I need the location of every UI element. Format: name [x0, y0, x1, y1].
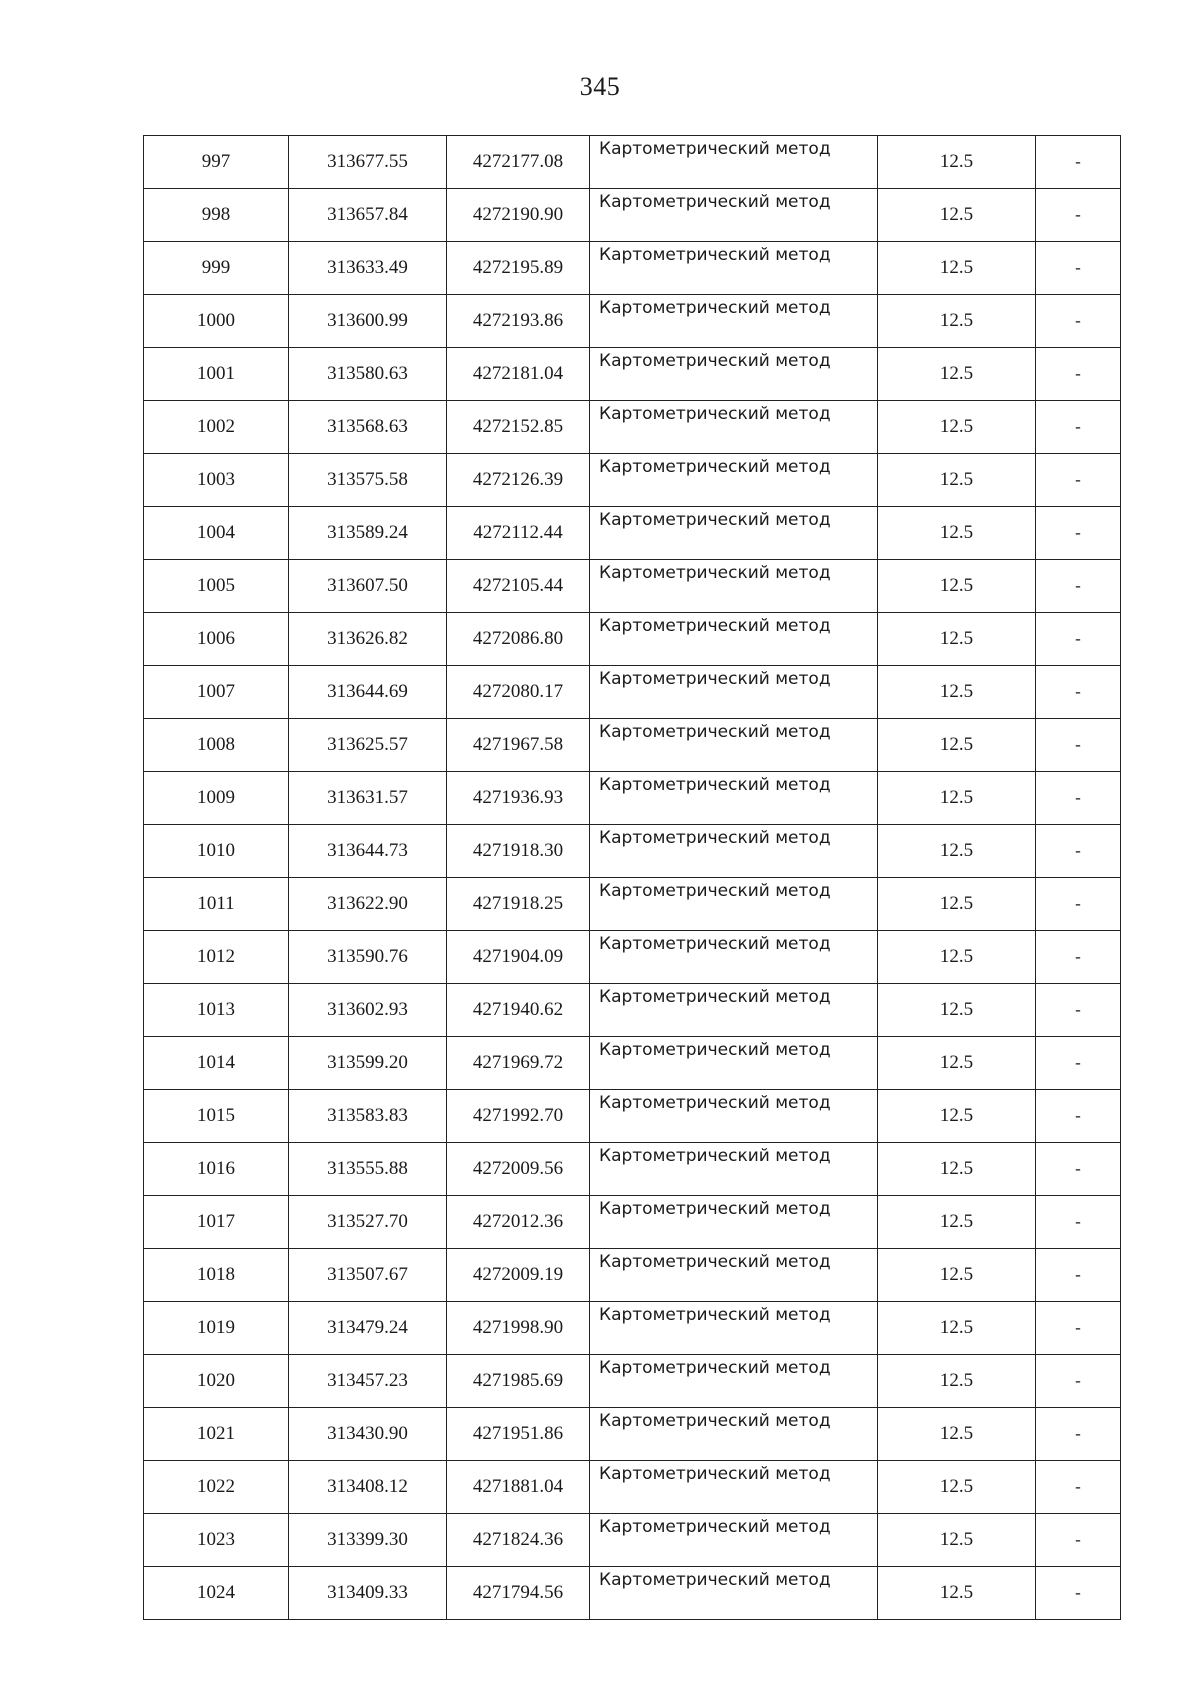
point-number-cell: 1022 — [144, 1461, 289, 1514]
point-number-cell: 1020 — [144, 1355, 289, 1408]
method-cell: Картометрический метод — [590, 189, 878, 242]
note-cell: - — [1036, 1514, 1121, 1567]
page-number: 345 — [579, 72, 621, 101]
y-coordinate-cell: 4271881.04 — [447, 1461, 590, 1514]
point-number-cell: 1003 — [144, 454, 289, 507]
table-row — [144, 295, 1121, 348]
method-cell: Картометрический метод — [590, 1408, 878, 1461]
method-cell: Картометрический метод — [590, 1196, 878, 1249]
method-cell: Картометрический метод — [590, 401, 878, 454]
accuracy-cell: 12.5 — [878, 613, 1036, 666]
method-cell: Картометрический метод — [590, 295, 878, 348]
accuracy-cell: 12.5 — [878, 825, 1036, 878]
x-coordinate-cell: 313408.12 — [289, 1461, 447, 1514]
y-coordinate-cell: 4271998.90 — [447, 1302, 590, 1355]
method-cell: Картометрический метод — [590, 719, 878, 772]
note-cell: - — [1036, 1037, 1121, 1090]
note-cell: - — [1036, 719, 1121, 772]
note-cell: - — [1036, 931, 1121, 984]
table-row — [144, 1143, 1121, 1196]
table-row — [144, 1196, 1121, 1249]
x-coordinate-cell: 313507.67 — [289, 1249, 447, 1302]
point-number-cell: 1006 — [144, 613, 289, 666]
accuracy-cell: 12.5 — [878, 1514, 1036, 1567]
point-number-cell: 1019 — [144, 1302, 289, 1355]
table-row — [144, 507, 1121, 560]
table-row — [144, 984, 1121, 1037]
note-cell: - — [1036, 1249, 1121, 1302]
note-cell: - — [1036, 613, 1121, 666]
point-number-cell: 1009 — [144, 772, 289, 825]
method-cell: Картометрический метод — [590, 560, 878, 613]
x-coordinate-cell: 313430.90 — [289, 1408, 447, 1461]
point-number-cell: 1015 — [144, 1090, 289, 1143]
note-cell: - — [1036, 295, 1121, 348]
note-cell: - — [1036, 1355, 1121, 1408]
note-cell: - — [1036, 189, 1121, 242]
note-cell: - — [1036, 825, 1121, 878]
note-cell: - — [1036, 348, 1121, 401]
y-coordinate-cell: 4272181.04 — [447, 348, 590, 401]
coordinates-table-body — [144, 136, 1121, 1620]
accuracy-cell: 12.5 — [878, 878, 1036, 931]
point-number-cell: 1002 — [144, 401, 289, 454]
x-coordinate-cell: 313589.24 — [289, 507, 447, 560]
method-cell: Картометрический метод — [590, 1037, 878, 1090]
x-coordinate-cell: 313568.63 — [289, 401, 447, 454]
method-cell: Картометрический метод — [590, 984, 878, 1037]
method-cell: Картометрический метод — [590, 931, 878, 984]
y-coordinate-cell: 4272126.39 — [447, 454, 590, 507]
point-number-cell: 1008 — [144, 719, 289, 772]
table-row — [144, 560, 1121, 613]
table-row — [144, 1249, 1121, 1302]
table-row — [144, 136, 1121, 189]
accuracy-cell: 12.5 — [878, 242, 1036, 295]
method-cell: Картометрический метод — [590, 136, 878, 189]
note-cell: - — [1036, 1461, 1121, 1514]
accuracy-cell: 12.5 — [878, 1143, 1036, 1196]
method-cell: Картометрический метод — [590, 348, 878, 401]
accuracy-cell: 12.5 — [878, 666, 1036, 719]
accuracy-cell: 12.5 — [878, 772, 1036, 825]
point-number-cell: 1023 — [144, 1514, 289, 1567]
table-row — [144, 1090, 1121, 1143]
point-number-cell: 1001 — [144, 348, 289, 401]
x-coordinate-cell: 313607.50 — [289, 560, 447, 613]
table-row — [144, 1408, 1121, 1461]
x-coordinate-cell: 313677.55 — [289, 136, 447, 189]
point-number-cell: 1016 — [144, 1143, 289, 1196]
note-cell: - — [1036, 878, 1121, 931]
table-row — [144, 931, 1121, 984]
accuracy-cell: 12.5 — [878, 560, 1036, 613]
method-cell: Картометрический метод — [590, 507, 878, 560]
point-number-cell: 1007 — [144, 666, 289, 719]
table-row — [144, 1461, 1121, 1514]
x-coordinate-cell: 313644.73 — [289, 825, 447, 878]
method-cell: Картометрический метод — [590, 772, 878, 825]
table-row — [144, 1355, 1121, 1408]
y-coordinate-cell: 4271985.69 — [447, 1355, 590, 1408]
note-cell: - — [1036, 454, 1121, 507]
accuracy-cell: 12.5 — [878, 507, 1036, 560]
x-coordinate-cell: 313633.49 — [289, 242, 447, 295]
table-row — [144, 772, 1121, 825]
point-number-cell: 997 — [144, 136, 289, 189]
table-row — [144, 878, 1121, 931]
y-coordinate-cell: 4272080.17 — [447, 666, 590, 719]
y-coordinate-cell: 4272152.85 — [447, 401, 590, 454]
table-row — [144, 825, 1121, 878]
y-coordinate-cell: 4272105.44 — [447, 560, 590, 613]
accuracy-cell: 12.5 — [878, 401, 1036, 454]
method-cell: Картометрический метод — [590, 1143, 878, 1196]
method-cell: Картометрический метод — [590, 454, 878, 507]
y-coordinate-cell: 4272086.80 — [447, 613, 590, 666]
table-row — [144, 1302, 1121, 1355]
accuracy-cell: 12.5 — [878, 1037, 1036, 1090]
method-cell: Картометрический метод — [590, 1249, 878, 1302]
note-cell: - — [1036, 1302, 1121, 1355]
accuracy-cell: 12.5 — [878, 1090, 1036, 1143]
x-coordinate-cell: 313599.20 — [289, 1037, 447, 1090]
accuracy-cell: 12.5 — [878, 1302, 1036, 1355]
y-coordinate-cell: 4271794.56 — [447, 1567, 590, 1620]
accuracy-cell: 12.5 — [878, 295, 1036, 348]
note-cell: - — [1036, 507, 1121, 560]
x-coordinate-cell: 313631.57 — [289, 772, 447, 825]
accuracy-cell: 12.5 — [878, 189, 1036, 242]
method-cell: Картометрический метод — [590, 1090, 878, 1143]
note-cell: - — [1036, 984, 1121, 1037]
accuracy-cell: 12.5 — [878, 984, 1036, 1037]
note-cell: - — [1036, 666, 1121, 719]
method-cell: Картометрический метод — [590, 1461, 878, 1514]
coordinates-table — [143, 135, 1121, 1620]
y-coordinate-cell: 4271824.36 — [447, 1514, 590, 1567]
method-cell: Картометрический метод — [590, 878, 878, 931]
x-coordinate-cell: 313583.83 — [289, 1090, 447, 1143]
table-row — [144, 613, 1121, 666]
method-cell: Картометрический метод — [590, 666, 878, 719]
method-cell: Картометрический метод — [590, 1514, 878, 1567]
point-number-cell: 998 — [144, 189, 289, 242]
table-row — [144, 189, 1121, 242]
table-row — [144, 1037, 1121, 1090]
note-cell: - — [1036, 1143, 1121, 1196]
method-cell: Картометрический метод — [590, 825, 878, 878]
y-coordinate-cell: 4271951.86 — [447, 1408, 590, 1461]
point-number-cell: 1013 — [144, 984, 289, 1037]
note-cell: - — [1036, 1196, 1121, 1249]
note-cell: - — [1036, 560, 1121, 613]
table-row — [144, 666, 1121, 719]
y-coordinate-cell: 4272190.90 — [447, 189, 590, 242]
y-coordinate-cell: 4271936.93 — [447, 772, 590, 825]
accuracy-cell: 12.5 — [878, 931, 1036, 984]
method-cell: Картометрический метод — [590, 613, 878, 666]
table-row — [144, 454, 1121, 507]
x-coordinate-cell: 313479.24 — [289, 1302, 447, 1355]
accuracy-cell: 12.5 — [878, 719, 1036, 772]
note-cell: - — [1036, 1090, 1121, 1143]
accuracy-cell: 12.5 — [878, 1567, 1036, 1620]
point-number-cell: 1024 — [144, 1567, 289, 1620]
x-coordinate-cell: 313399.30 — [289, 1514, 447, 1567]
y-coordinate-cell: 4272112.44 — [447, 507, 590, 560]
point-number-cell: 1017 — [144, 1196, 289, 1249]
method-cell: Картометрический метод — [590, 1302, 878, 1355]
table-row — [144, 1567, 1121, 1620]
accuracy-cell: 12.5 — [878, 348, 1036, 401]
x-coordinate-cell: 313644.69 — [289, 666, 447, 719]
note-cell: - — [1036, 1408, 1121, 1461]
x-coordinate-cell: 313602.93 — [289, 984, 447, 1037]
x-coordinate-cell: 313555.88 — [289, 1143, 447, 1196]
y-coordinate-cell: 4271940.62 — [447, 984, 590, 1037]
note-cell: - — [1036, 136, 1121, 189]
y-coordinate-cell: 4271969.72 — [447, 1037, 590, 1090]
x-coordinate-cell: 313622.90 — [289, 878, 447, 931]
accuracy-cell: 12.5 — [878, 1461, 1036, 1514]
y-coordinate-cell: 4272193.86 — [447, 295, 590, 348]
note-cell: - — [1036, 242, 1121, 295]
table-row — [144, 719, 1121, 772]
point-number-cell: 1021 — [144, 1408, 289, 1461]
point-number-cell: 1018 — [144, 1249, 289, 1302]
point-number-cell: 1004 — [144, 507, 289, 560]
x-coordinate-cell: 313626.82 — [289, 613, 447, 666]
accuracy-cell: 12.5 — [878, 454, 1036, 507]
x-coordinate-cell: 313527.70 — [289, 1196, 447, 1249]
point-number-cell: 1000 — [144, 295, 289, 348]
table-row — [144, 1514, 1121, 1567]
y-coordinate-cell: 4271918.25 — [447, 878, 590, 931]
x-coordinate-cell: 313457.23 — [289, 1355, 447, 1408]
point-number-cell: 1010 — [144, 825, 289, 878]
point-number-cell: 1012 — [144, 931, 289, 984]
note-cell: - — [1036, 401, 1121, 454]
x-coordinate-cell: 313590.76 — [289, 931, 447, 984]
y-coordinate-cell: 4272009.19 — [447, 1249, 590, 1302]
table-row — [144, 348, 1121, 401]
x-coordinate-cell: 313575.58 — [289, 454, 447, 507]
point-number-cell: 1011 — [144, 878, 289, 931]
method-cell: Картометрический метод — [590, 1567, 878, 1620]
note-cell: - — [1036, 772, 1121, 825]
x-coordinate-cell: 313657.84 — [289, 189, 447, 242]
table-row — [144, 401, 1121, 454]
accuracy-cell: 12.5 — [878, 1249, 1036, 1302]
method-cell: Картометрический метод — [590, 1355, 878, 1408]
point-number-cell: 999 — [144, 242, 289, 295]
y-coordinate-cell: 4271918.30 — [447, 825, 590, 878]
y-coordinate-cell: 4272009.56 — [447, 1143, 590, 1196]
method-cell: Картометрический метод — [590, 242, 878, 295]
point-number-cell: 1005 — [144, 560, 289, 613]
x-coordinate-cell: 313600.99 — [289, 295, 447, 348]
y-coordinate-cell: 4272195.89 — [447, 242, 590, 295]
accuracy-cell: 12.5 — [878, 1355, 1036, 1408]
accuracy-cell: 12.5 — [878, 1196, 1036, 1249]
point-number-cell: 1014 — [144, 1037, 289, 1090]
y-coordinate-cell: 4271904.09 — [447, 931, 590, 984]
y-coordinate-cell: 4271992.70 — [447, 1090, 590, 1143]
table-row — [144, 242, 1121, 295]
x-coordinate-cell: 313409.33 — [289, 1567, 447, 1620]
y-coordinate-cell: 4271967.58 — [447, 719, 590, 772]
y-coordinate-cell: 4272177.08 — [447, 136, 590, 189]
note-cell: - — [1036, 1567, 1121, 1620]
x-coordinate-cell: 313580.63 — [289, 348, 447, 401]
y-coordinate-cell: 4272012.36 — [447, 1196, 590, 1249]
accuracy-cell: 12.5 — [878, 136, 1036, 189]
accuracy-cell: 12.5 — [878, 1408, 1036, 1461]
x-coordinate-cell: 313625.57 — [289, 719, 447, 772]
